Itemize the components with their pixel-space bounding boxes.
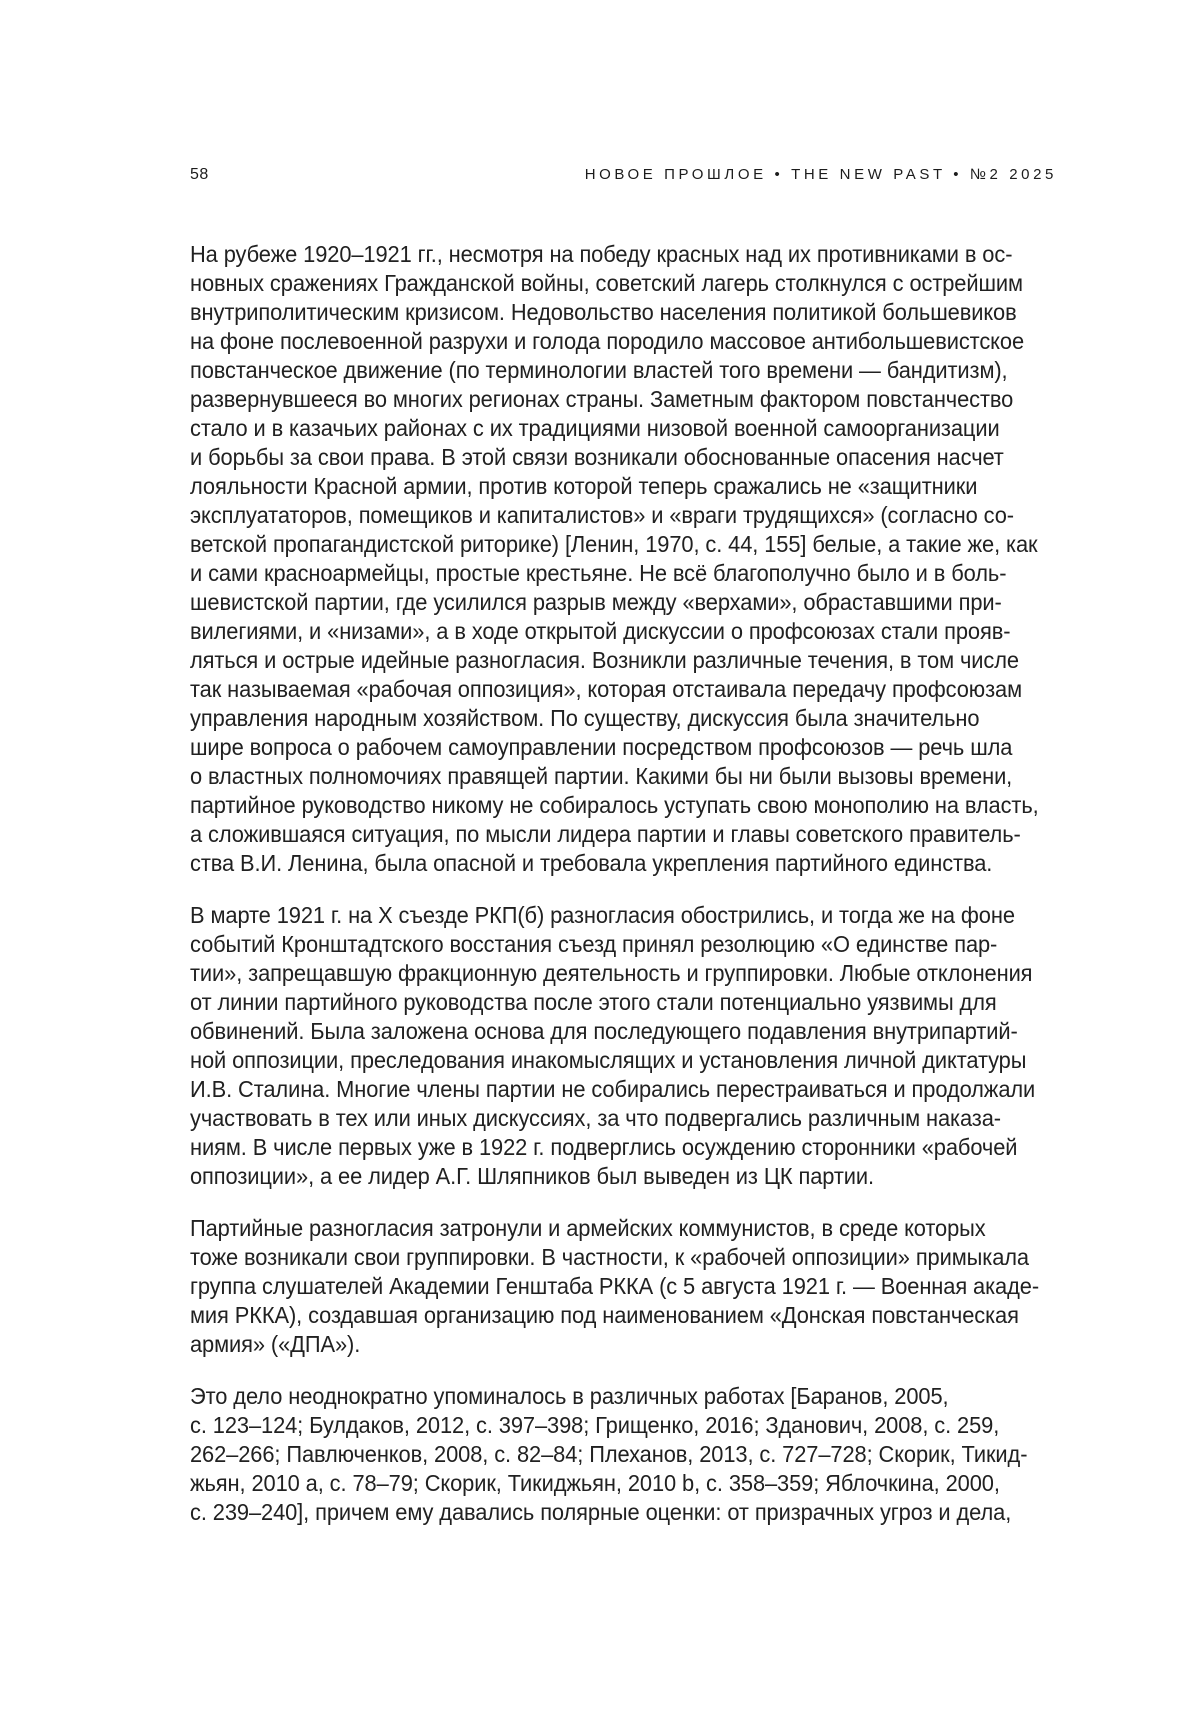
text-line: жьян, 2010 a, с. 78–79; Скорик, Тикиджьян, 2010 b, с. 358–359; Яблочкина, 2000, — [190, 1470, 1000, 1496]
text-line: на фоне послевоенной разрухи и голода породило массовое антибольшевистское — [190, 328, 1025, 354]
text-line: развернувшееся во многих регионах страны. Заметным фактором повстанчество — [190, 386, 1014, 412]
running-head: НОВОЕ ПРОШЛОЕ • THE NEW PAST • №2 2025 — [584, 166, 1057, 183]
text-line: обвинений. Была заложена основа для последующего подавления внутрипартий- — [190, 1018, 1018, 1044]
text-line: группа слушателей Академии Генштаба РККА (с 5 августа 1921 г. — Военная акаде- — [190, 1273, 1040, 1299]
paragraph — [190, 1382, 1050, 1527]
text-line: тоже возникали свои группировки. В частности, к «рабочей оппозиции» примыкала — [190, 1244, 1029, 1270]
text-line: о властных полномочиях правящей партии. Какими бы ни были вызовы времени, — [190, 763, 1013, 789]
text-line: И.В. Сталина. Многие члены партии не собирались перестраиваться и продолжали — [190, 1076, 1036, 1102]
text-line: Это дело неоднократно упоминалось в различных работах [Баранов, 2005, — [190, 1383, 949, 1409]
text-line: партийное руководство никому не собиралось уступать свою монополию на власть, — [190, 792, 1039, 818]
text-line: и борьбы за свои права. В этой связи возникали обоснованные опасения насчет — [190, 444, 1004, 470]
text-line: лояльности Красной армии, против которой теперь сражались не «защитники — [190, 473, 978, 499]
text-line: тии», запрещавшую фракционную деятельность и группировки. Любые отклонения — [190, 960, 1033, 986]
text-line: от линии партийного руководства после этого стали потенциально уязвимы для — [190, 989, 997, 1015]
text-line: новных сражениях Гражданской войны, советский лагерь столкнулся с острейшим — [190, 270, 1023, 296]
text-line: повстанческое движение (по терминологии властей того времени — бандитизм), — [190, 357, 1008, 383]
paragraph — [190, 901, 1050, 1191]
text-line: событий Кронштадтского восстания съезд принял резолюцию «О единстве пар- — [190, 931, 998, 957]
paragraph — [190, 1214, 1050, 1359]
page-number: 58 — [190, 166, 209, 183]
text-line: мия РККА), создавшая организацию под наименованием «Донская повстанческая — [190, 1302, 1019, 1328]
text-line: 262–266; Павлюченков, 2008, с. 82–84; Плеханов, 2013, с. 727–728; Скорик, Тикид- — [190, 1441, 1028, 1467]
text-line: На рубеже 1920–1921 гг., несмотря на победу красных над их противниками в ос- — [190, 241, 1013, 267]
page-header — [190, 166, 1057, 184]
text-line: ства В.И. Ленина, была опасной и требовала укрепления партийного единства. — [190, 850, 993, 876]
text-line: внутриполитическим кризисом. Недовольство населения политикой большевиков — [190, 299, 1017, 325]
text-line: армия» («ДПА»). — [190, 1331, 361, 1357]
text-line: так называемая «рабочая оппозиция», которая отстаивала передачу профсоюзам — [190, 676, 1023, 702]
text-line: Партийные разногласия затронули и армейских коммунистов, в среде которых — [190, 1215, 986, 1241]
text-line: с. 239–240], причем ему давались полярные оценки: от призрачных угроз и дела, — [190, 1499, 1012, 1525]
text-line: ветской пропагандистской риторике) [Ленин, 1970, с. 44, 155] белые, а такие же, как — [190, 531, 1038, 557]
paragraph — [190, 240, 1050, 878]
text-line: ляться и острые идейные разногласия. Возникли различные течения, в том числе — [190, 647, 1019, 673]
text-line: стало и в казачьих районах с их традициями низовой военной самоорганизации — [190, 415, 1000, 441]
text-line: шевистской партии, где усилился разрыв между «верхами», обраставшими при- — [190, 589, 1002, 615]
text-line: а сложившаяся ситуация, по мысли лидера партии и главы советского правитель- — [190, 821, 1021, 847]
text-line: участвовать в тех или иных дискуссиях, за что подвергались различным наказа- — [190, 1105, 1001, 1131]
text-line: шире вопроса о рабочем самоуправлении посредством профсоюзов — речь шла — [190, 734, 1013, 760]
text-line: ниям. В числе первых уже в 1922 г. подверглись осуждению сторонники «рабочей — [190, 1134, 1018, 1160]
text-line: оппозиции», а ее лидер А.Г. Шляпников был выведен из ЦК партии. — [190, 1163, 874, 1189]
article-body — [190, 240, 1050, 1550]
text-line: В марте 1921 г. на X съезде РКП(б) разногласия обострились, и тогда же на фоне — [190, 902, 1015, 928]
text-line: управления народным хозяйством. По существу, дискуссия была значительно — [190, 705, 980, 731]
text-line: эксплуататоров, помещиков и капиталистов» и «враги трудящихся» (согласно со- — [190, 502, 1014, 528]
text-line: ной оппозиции, преследования инакомыслящих и установления личной диктатуры — [190, 1047, 1027, 1073]
text-line: вилегиями, и «низами», а в ходе открытой дискуссии о профсоюзах стали прояв- — [190, 618, 1011, 644]
text-line: с. 123–124; Булдаков, 2012, с. 397–398; Грищенко, 2016; Зданович, 2008, с. 259, — [190, 1412, 1000, 1438]
text-line: и сами красноармейцы, простые крестьяне. Не всё благополучно было и в боль- — [190, 560, 1007, 586]
